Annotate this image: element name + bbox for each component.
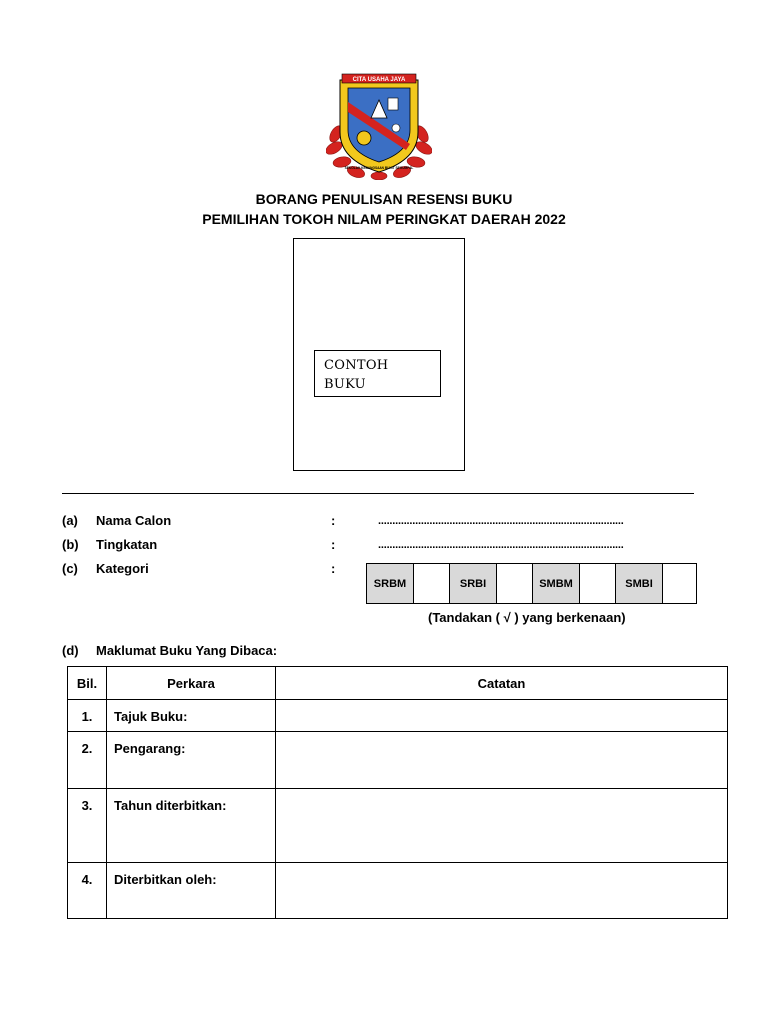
col-header-bil: Bil. bbox=[68, 667, 107, 700]
nama-calon-field[interactable]: ...................................................................................... bbox=[378, 515, 624, 527]
penerbit-input-cell[interactable] bbox=[276, 863, 728, 919]
row-number: 1. bbox=[68, 700, 107, 732]
category-label-smbi: SMBI bbox=[616, 564, 663, 604]
category-label-smbm: SMBM bbox=[533, 564, 580, 604]
tajuk-buku-input-cell[interactable] bbox=[276, 700, 728, 732]
category-checkbox-smbm[interactable] bbox=[580, 564, 616, 604]
col-header-catatan: Catatan bbox=[276, 667, 728, 700]
row-item-pengarang: Pengarang: bbox=[107, 732, 276, 789]
table-row bbox=[68, 863, 728, 919]
tahun-input-cell[interactable] bbox=[276, 789, 728, 863]
form-title: BORANG PENULISAN RESENSI BUKU bbox=[255, 191, 513, 207]
tick-instruction: (Tandakan ( √ ) yang berkenaan) bbox=[428, 610, 626, 625]
crest-motto: CITA USAHA JAYA bbox=[352, 77, 406, 83]
row-c-colon: : bbox=[331, 561, 336, 576]
row-c-label: Kategori bbox=[96, 561, 149, 576]
book-label-line2: BUKU bbox=[324, 377, 366, 392]
row-b-letter: (b) bbox=[62, 537, 79, 552]
book-info-heading: Maklumat Buku Yang Dibaca: bbox=[96, 643, 278, 658]
row-item-tahun: Tahun diterbitkan: bbox=[107, 789, 276, 863]
row-number: 4. bbox=[68, 863, 107, 919]
book-label-line1: CONTOH bbox=[324, 358, 389, 373]
row-a-colon: : bbox=[331, 513, 336, 528]
category-label-srbm: SRBM bbox=[367, 564, 414, 604]
category-selector bbox=[366, 563, 697, 604]
book-info-table bbox=[67, 666, 728, 919]
row-number: 2. bbox=[68, 732, 107, 789]
tingkatan-field[interactable]: ...................................................................................... bbox=[378, 539, 624, 551]
category-checkbox-smbi[interactable] bbox=[663, 564, 697, 604]
book-cover-label bbox=[314, 350, 441, 397]
school-crest-logo bbox=[326, 72, 432, 180]
row-number: 3. bbox=[68, 789, 107, 863]
row-b-colon: : bbox=[331, 537, 336, 552]
category-checkbox-srbi[interactable] bbox=[497, 564, 533, 604]
row-a-letter: (a) bbox=[62, 513, 78, 528]
crest-school-name: SEKOLAH KEBANGSAAN BUKIT SEGUMPAL bbox=[344, 166, 414, 170]
row-c-letter: (c) bbox=[62, 561, 78, 576]
category-checkbox-srbm[interactable] bbox=[414, 564, 450, 604]
row-item-tajuk: Tajuk Buku: bbox=[107, 700, 276, 732]
pengarang-input-cell[interactable] bbox=[276, 732, 728, 789]
row-item-penerbit: Diterbitkan oleh: bbox=[107, 863, 276, 919]
row-a-label: Nama Calon bbox=[96, 513, 172, 528]
divider-line bbox=[62, 493, 694, 494]
category-label-srbi: SRBI bbox=[450, 564, 497, 604]
row-d-letter: (d) bbox=[62, 643, 79, 658]
form-subtitle: PEMILIHAN TOKOH NILAM PERINGKAT DAERAH 2022 bbox=[202, 211, 566, 227]
table-row bbox=[68, 789, 728, 863]
row-b-label: Tingkatan bbox=[96, 537, 158, 552]
col-header-perkara: Perkara bbox=[107, 667, 276, 700]
table-row bbox=[68, 700, 728, 732]
table-row bbox=[68, 732, 728, 789]
